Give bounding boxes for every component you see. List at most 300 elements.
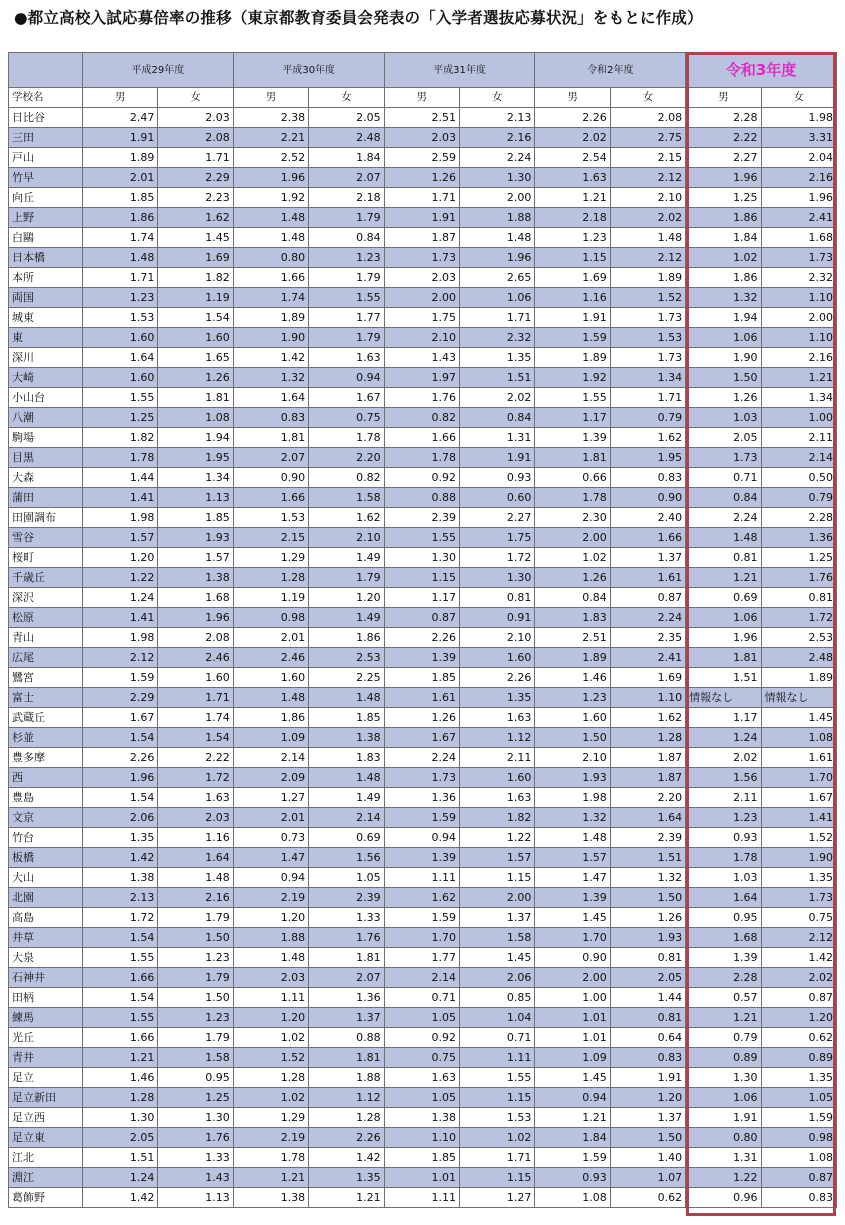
- female-ratio-cell: 1.68: [158, 588, 233, 608]
- female-ratio-cell: 1.73: [610, 308, 685, 328]
- male-ratio-cell: 1.24: [686, 728, 761, 748]
- female-ratio-cell: 1.60: [158, 668, 233, 688]
- male-ratio-cell: 1.62: [384, 888, 459, 908]
- male-ratio-cell: 1.36: [384, 788, 459, 808]
- table-row: [9, 768, 837, 788]
- page-title: ●都立高校入試応募倍率の推移（東京都教育委員会発表の「入学者選抜応募状況」をもとに作成）: [14, 9, 703, 27]
- female-ratio-cell: 2.10: [610, 188, 685, 208]
- male-ratio-cell: 1.66: [233, 488, 308, 508]
- female-ratio-cell: 1.69: [158, 248, 233, 268]
- female-ratio-cell: 2.11: [459, 748, 534, 768]
- school-name: 竹早: [9, 168, 83, 188]
- male-ratio-cell: 0.90: [535, 948, 610, 968]
- female-ratio-cell: 1.21: [761, 368, 836, 388]
- male-ratio-cell: 2.13: [83, 888, 158, 908]
- female-ratio-cell: 1.87: [610, 768, 685, 788]
- male-ratio-cell: 0.88: [384, 488, 459, 508]
- female-ratio-cell: 1.54: [158, 308, 233, 328]
- female-ratio-cell: 1.52: [610, 288, 685, 308]
- female-ratio-cell: 2.25: [309, 668, 384, 688]
- male-ratio-cell: 0.57: [686, 988, 761, 1008]
- male-ratio-cell: 2.30: [535, 508, 610, 528]
- female-ratio-cell: 1.73: [761, 888, 836, 908]
- male-ratio-cell: 1.19: [233, 588, 308, 608]
- male-ratio-cell: 2.00: [535, 968, 610, 988]
- table-row: [9, 1008, 837, 1028]
- year-header: 平成31年度: [384, 53, 535, 88]
- table-row: [9, 328, 837, 348]
- male-ratio-cell: 1.51: [686, 668, 761, 688]
- female-ratio-cell: 1.38: [309, 728, 384, 748]
- male-ratio-cell: 2.14: [233, 748, 308, 768]
- female-ratio-cell: 2.12: [610, 168, 685, 188]
- table-row: [9, 668, 837, 688]
- male-ratio-cell: 1.23: [83, 288, 158, 308]
- male-ratio-cell: 1.39: [535, 888, 610, 908]
- female-ratio-cell: 2.53: [309, 648, 384, 668]
- male-ratio-cell: 1.01: [535, 1028, 610, 1048]
- female-ratio-cell: 1.76: [309, 928, 384, 948]
- male-ratio-cell: 2.47: [83, 108, 158, 128]
- female-ratio-cell: 2.24: [459, 148, 534, 168]
- table-row: [9, 688, 837, 708]
- female-ratio-cell: 0.79: [761, 488, 836, 508]
- female-ratio-cell: 1.79: [158, 908, 233, 928]
- female-ratio-cell: 1.28: [610, 728, 685, 748]
- female-ratio-cell: 0.81: [459, 588, 534, 608]
- female-ratio-cell: 2.02: [459, 388, 534, 408]
- male-ratio-cell: 2.18: [535, 208, 610, 228]
- male-ratio-cell: 1.26: [384, 708, 459, 728]
- female-ratio-cell: 2.16: [459, 128, 534, 148]
- male-ratio-cell: 1.89: [535, 648, 610, 668]
- male-ratio-cell: 0.71: [686, 468, 761, 488]
- female-ratio-cell: 2.23: [158, 188, 233, 208]
- table-row: [9, 648, 837, 668]
- male-ratio-cell: 1.81: [535, 448, 610, 468]
- male-ratio-cell: 2.01: [83, 168, 158, 188]
- female-ratio-cell: 1.79: [309, 268, 384, 288]
- male-ratio-cell: 1.60: [233, 668, 308, 688]
- male-ratio-cell: 1.55: [83, 388, 158, 408]
- female-ratio-cell: 1.25: [158, 1088, 233, 1108]
- female-ratio-cell: 1.26: [158, 368, 233, 388]
- male-ratio-cell: 1.22: [686, 1168, 761, 1188]
- male-ratio-cell: 1.20: [83, 548, 158, 568]
- male-ratio-cell: 0.94: [233, 868, 308, 888]
- female-ratio-cell: 1.88: [459, 208, 534, 228]
- male-ratio-cell: 1.02: [233, 1088, 308, 1108]
- male-ratio-cell: 2.07: [233, 448, 308, 468]
- table-row: [9, 1188, 837, 1208]
- female-ratio-cell: 1.41: [761, 808, 836, 828]
- female-ratio-cell: 0.87: [761, 988, 836, 1008]
- male-ratio-cell: 1.08: [535, 1188, 610, 1208]
- female-ratio-cell: 1.21: [309, 1188, 384, 1208]
- table-row: [9, 388, 837, 408]
- female-ratio-cell: 1.79: [309, 208, 384, 228]
- school-name: 深川: [9, 348, 83, 368]
- female-ratio-cell: 1.16: [158, 828, 233, 848]
- year-header-highlight: 令和3年度: [686, 53, 837, 88]
- female-ratio-cell: 1.78: [309, 428, 384, 448]
- table-row: [9, 528, 837, 548]
- female-ratio-cell: 1.12: [309, 1088, 384, 1108]
- male-ratio-cell: 2.39: [384, 508, 459, 528]
- male-ratio-cell: 0.87: [384, 608, 459, 628]
- school-header: 学校名: [9, 88, 83, 108]
- male-ratio-cell: 2.26: [535, 108, 610, 128]
- table-row: [9, 1028, 837, 1048]
- female-ratio-cell: 1.67: [761, 788, 836, 808]
- male-ratio-cell: 1.96: [686, 628, 761, 648]
- female-ratio-cell: 2.41: [610, 648, 685, 668]
- male-ratio-cell: 1.23: [686, 808, 761, 828]
- male-ratio-cell: 0.94: [384, 828, 459, 848]
- male-ratio-cell: 2.26: [83, 748, 158, 768]
- male-ratio-cell: 0.93: [686, 828, 761, 848]
- table-row: [9, 748, 837, 768]
- female-ratio-cell: 2.00: [459, 888, 534, 908]
- female-ratio-cell: 1.79: [158, 968, 233, 988]
- male-ratio-cell: 1.75: [384, 308, 459, 328]
- male-ratio-cell: 1.47: [535, 868, 610, 888]
- male-ratio-cell: 1.39: [384, 648, 459, 668]
- female-ratio-cell: 2.13: [459, 108, 534, 128]
- male-ratio-cell: 1.50: [535, 728, 610, 748]
- male-ratio-cell: 1.15: [535, 248, 610, 268]
- female-ratio-cell: 1.38: [158, 568, 233, 588]
- school-name: 小山台: [9, 388, 83, 408]
- school-name: 青山: [9, 628, 83, 648]
- school-name: 駒場: [9, 428, 83, 448]
- year-header: 平成30年度: [233, 53, 384, 88]
- male-ratio-cell: 2.54: [535, 148, 610, 168]
- male-ratio-cell: 1.78: [686, 848, 761, 868]
- table-row: [9, 588, 837, 608]
- male-ratio-cell: 1.64: [686, 888, 761, 908]
- male-ratio-cell: 1.90: [233, 328, 308, 348]
- table-row: [9, 108, 837, 128]
- female-ratio-cell: 1.72: [761, 608, 836, 628]
- male-ratio-cell: 1.10: [384, 1128, 459, 1148]
- male-ratio-cell: 1.38: [83, 868, 158, 888]
- table-row: [9, 228, 837, 248]
- table-row: [9, 188, 837, 208]
- female-ratio-cell: 1.96: [158, 608, 233, 628]
- male-ratio-cell: 1.43: [384, 348, 459, 368]
- female-ratio-cell: 1.60: [459, 648, 534, 668]
- female-ratio-cell: 1.91: [610, 1068, 685, 1088]
- female-ratio-cell: 1.15: [459, 868, 534, 888]
- male-ratio-cell: 1.84: [535, 1128, 610, 1148]
- school-name: 杉並: [9, 728, 83, 748]
- female-ratio-cell: 1.30: [459, 168, 534, 188]
- male-ratio-cell: 0.80: [233, 248, 308, 268]
- female-ratio-cell: 1.48: [158, 868, 233, 888]
- female-ratio-cell: 1.82: [158, 268, 233, 288]
- female-ratio-cell: 1.48: [610, 228, 685, 248]
- female-ratio-cell: 2.22: [158, 748, 233, 768]
- female-ratio-cell: 2.15: [610, 148, 685, 168]
- female-header: 女: [459, 88, 534, 108]
- female-ratio-cell: 1.48: [459, 228, 534, 248]
- male-ratio-cell: 0.94: [535, 1088, 610, 1108]
- table-row: [9, 728, 837, 748]
- female-ratio-cell: 0.83: [610, 1048, 685, 1068]
- male-ratio-cell: 1.30: [83, 1108, 158, 1128]
- male-ratio-cell: 2.02: [535, 128, 610, 148]
- female-ratio-cell: 1.08: [158, 408, 233, 428]
- female-ratio-cell: 1.52: [761, 828, 836, 848]
- table-row: [9, 288, 837, 308]
- female-ratio-cell: 1.87: [610, 748, 685, 768]
- female-ratio-cell: 2.14: [309, 808, 384, 828]
- male-ratio-cell: 1.66: [384, 428, 459, 448]
- male-ratio-cell: 2.10: [535, 748, 610, 768]
- male-ratio-cell: 1.28: [233, 568, 308, 588]
- female-header: 女: [158, 88, 233, 108]
- male-ratio-cell: 0.84: [686, 488, 761, 508]
- male-ratio-cell: 2.03: [233, 968, 308, 988]
- male-ratio-cell: 1.48: [233, 948, 308, 968]
- female-ratio-cell: 1.05: [309, 868, 384, 888]
- male-ratio-cell: 2.05: [686, 428, 761, 448]
- male-ratio-cell: 1.88: [233, 928, 308, 948]
- male-ratio-cell: 1.93: [535, 768, 610, 788]
- table-row: [9, 908, 837, 928]
- table-row: [9, 928, 837, 948]
- male-ratio-cell: 2.38: [233, 108, 308, 128]
- female-ratio-cell: 2.40: [610, 508, 685, 528]
- female-ratio-cell: 1.56: [309, 848, 384, 868]
- table-row: [9, 788, 837, 808]
- female-ratio-cell: 0.98: [761, 1128, 836, 1148]
- female-ratio-cell: 1.20: [309, 588, 384, 608]
- male-header: 男: [384, 88, 459, 108]
- female-ratio-cell: 2.18: [309, 188, 384, 208]
- female-ratio-cell: 2.03: [158, 108, 233, 128]
- school-name: 田柄: [9, 988, 83, 1008]
- female-ratio-cell: 1.19: [158, 288, 233, 308]
- male-ratio-cell: 1.98: [83, 628, 158, 648]
- female-ratio-cell: 1.58: [309, 488, 384, 508]
- male-header: 男: [686, 88, 761, 108]
- male-ratio-cell: 1.06: [686, 328, 761, 348]
- female-ratio-cell: 1.11: [459, 1048, 534, 1068]
- male-ratio-cell: 1.41: [83, 488, 158, 508]
- male-ratio-cell: 1.48: [233, 208, 308, 228]
- male-ratio-cell: 1.45: [535, 1068, 610, 1088]
- female-ratio-cell: 2.06: [459, 968, 534, 988]
- male-ratio-cell: 1.87: [384, 228, 459, 248]
- female-ratio-cell: 2.08: [610, 108, 685, 128]
- male-ratio-cell: 1.24: [83, 1168, 158, 1188]
- female-ratio-cell: 1.35: [761, 1068, 836, 1088]
- male-ratio-cell: 1.85: [83, 188, 158, 208]
- male-ratio-cell: 1.91: [83, 128, 158, 148]
- male-ratio-cell: 1.02: [233, 1028, 308, 1048]
- female-ratio-cell: 1.84: [309, 148, 384, 168]
- table-row: [9, 248, 837, 268]
- table-row: [9, 548, 837, 568]
- male-ratio-cell: 0.66: [535, 468, 610, 488]
- school-name: 桜町: [9, 548, 83, 568]
- male-ratio-cell: 1.25: [83, 408, 158, 428]
- female-ratio-cell: 0.81: [761, 588, 836, 608]
- female-ratio-cell: 1.50: [158, 988, 233, 1008]
- female-ratio-cell: 1.94: [158, 428, 233, 448]
- female-ratio-cell: 1.26: [610, 908, 685, 928]
- school-name: 石神井: [9, 968, 83, 988]
- female-ratio-cell: 0.62: [761, 1028, 836, 1048]
- female-ratio-cell: 2.20: [610, 788, 685, 808]
- female-ratio-cell: 1.10: [761, 288, 836, 308]
- female-ratio-cell: 1.34: [761, 388, 836, 408]
- male-ratio-cell: 1.91: [535, 308, 610, 328]
- table-row: [9, 948, 837, 968]
- female-ratio-cell: 1.20: [610, 1088, 685, 1108]
- male-ratio-cell: 1.03: [686, 408, 761, 428]
- male-ratio-cell: 1.01: [384, 1168, 459, 1188]
- school-name: 西: [9, 768, 83, 788]
- year-header-row: [9, 53, 837, 88]
- school-name: 光丘: [9, 1028, 83, 1048]
- male-ratio-cell: 1.42: [233, 348, 308, 368]
- female-ratio-cell: 1.08: [761, 1148, 836, 1168]
- female-ratio-cell: 1.62: [610, 428, 685, 448]
- female-ratio-cell: 1.73: [761, 248, 836, 268]
- male-ratio-cell: 1.02: [686, 248, 761, 268]
- table-row: [9, 488, 837, 508]
- female-ratio-cell: 0.50: [761, 468, 836, 488]
- school-name: 武蔵丘: [9, 708, 83, 728]
- female-ratio-cell: 1.55: [459, 1068, 534, 1088]
- male-ratio-cell: 情報なし: [686, 688, 761, 708]
- male-ratio-cell: 1.61: [384, 688, 459, 708]
- male-ratio-cell: 1.50: [686, 368, 761, 388]
- female-ratio-cell: 2.32: [761, 268, 836, 288]
- table-row: [9, 448, 837, 468]
- male-ratio-cell: 0.83: [233, 408, 308, 428]
- male-ratio-cell: 2.00: [535, 528, 610, 548]
- female-ratio-cell: 1.76: [158, 1128, 233, 1148]
- male-ratio-cell: 1.57: [83, 528, 158, 548]
- female-ratio-cell: 1.60: [158, 328, 233, 348]
- male-ratio-cell: 1.90: [686, 348, 761, 368]
- female-ratio-cell: 1.25: [761, 548, 836, 568]
- female-ratio-cell: 0.89: [761, 1048, 836, 1068]
- female-ratio-cell: 2.08: [158, 628, 233, 648]
- female-ratio-cell: 1.61: [761, 748, 836, 768]
- male-ratio-cell: 1.66: [83, 968, 158, 988]
- table-row: [9, 1088, 837, 1108]
- male-ratio-cell: 2.05: [83, 1128, 158, 1148]
- male-ratio-cell: 1.02: [535, 548, 610, 568]
- male-ratio-cell: 2.09: [233, 768, 308, 788]
- table-row: [9, 368, 837, 388]
- female-ratio-cell: 0.87: [761, 1168, 836, 1188]
- male-ratio-cell: 2.51: [535, 628, 610, 648]
- school-name: 文京: [9, 808, 83, 828]
- female-ratio-cell: 1.90: [761, 848, 836, 868]
- female-ratio-cell: 2.16: [761, 168, 836, 188]
- female-ratio-cell: 0.75: [309, 408, 384, 428]
- school-name: 松原: [9, 608, 83, 628]
- male-ratio-cell: 1.63: [535, 168, 610, 188]
- female-ratio-cell: 1.88: [309, 1068, 384, 1088]
- male-ratio-cell: 1.70: [535, 928, 610, 948]
- female-ratio-cell: 2.46: [158, 648, 233, 668]
- female-ratio-cell: 1.81: [309, 1048, 384, 1068]
- male-ratio-cell: 1.44: [83, 468, 158, 488]
- school-name: 鷺宮: [9, 668, 83, 688]
- female-ratio-cell: 1.69: [610, 668, 685, 688]
- male-ratio-cell: 1.98: [535, 788, 610, 808]
- male-ratio-cell: 1.17: [686, 708, 761, 728]
- male-ratio-cell: 1.51: [83, 1148, 158, 1168]
- male-ratio-cell: 1.64: [233, 388, 308, 408]
- female-ratio-cell: 1.71: [459, 308, 534, 328]
- school-name: 葛飾野: [9, 1188, 83, 1208]
- male-ratio-cell: 1.38: [233, 1188, 308, 1208]
- female-ratio-cell: 1.48: [309, 768, 384, 788]
- female-ratio-cell: 1.28: [309, 1108, 384, 1128]
- male-ratio-cell: 1.39: [686, 948, 761, 968]
- male-ratio-cell: 2.24: [686, 508, 761, 528]
- female-ratio-cell: 1.68: [761, 228, 836, 248]
- female-ratio-cell: 0.79: [610, 408, 685, 428]
- male-header: 男: [83, 88, 158, 108]
- female-ratio-cell: 1.73: [610, 348, 685, 368]
- female-ratio-cell: 1.36: [309, 988, 384, 1008]
- female-ratio-cell: 1.65: [158, 348, 233, 368]
- female-ratio-cell: 1.64: [610, 808, 685, 828]
- table-row: [9, 1108, 837, 1128]
- table-row: [9, 508, 837, 528]
- female-ratio-cell: 0.91: [459, 608, 534, 628]
- male-ratio-cell: 0.79: [686, 1028, 761, 1048]
- school-name: 大泉: [9, 948, 83, 968]
- female-ratio-cell: 1.35: [309, 1168, 384, 1188]
- female-ratio-cell: 2.07: [309, 168, 384, 188]
- school-name: 深沢: [9, 588, 83, 608]
- female-ratio-cell: 0.62: [610, 1188, 685, 1208]
- female-ratio-cell: 1.04: [459, 1008, 534, 1028]
- female-ratio-cell: 1.31: [459, 428, 534, 448]
- female-ratio-cell: 3.31: [761, 128, 836, 148]
- female-ratio-cell: 1.98: [761, 108, 836, 128]
- female-header: 女: [610, 88, 685, 108]
- male-ratio-cell: 1.21: [686, 1008, 761, 1028]
- female-ratio-cell: 1.40: [610, 1148, 685, 1168]
- female-ratio-cell: 0.81: [610, 1008, 685, 1028]
- female-ratio-cell: 1.22: [459, 828, 534, 848]
- school-name: 日比谷: [9, 108, 83, 128]
- table-row: [9, 868, 837, 888]
- table-row: [9, 1048, 837, 1068]
- male-ratio-cell: 1.89: [233, 308, 308, 328]
- male-ratio-cell: 1.11: [384, 1188, 459, 1208]
- female-ratio-cell: 1.72: [459, 548, 534, 568]
- female-ratio-cell: 0.90: [610, 488, 685, 508]
- female-ratio-cell: 2.03: [158, 808, 233, 828]
- male-ratio-cell: 2.46: [233, 648, 308, 668]
- male-ratio-cell: 1.78: [384, 448, 459, 468]
- female-ratio-cell: 2.11: [761, 428, 836, 448]
- school-name: 足立新田: [9, 1088, 83, 1108]
- male-ratio-cell: 1.81: [686, 648, 761, 668]
